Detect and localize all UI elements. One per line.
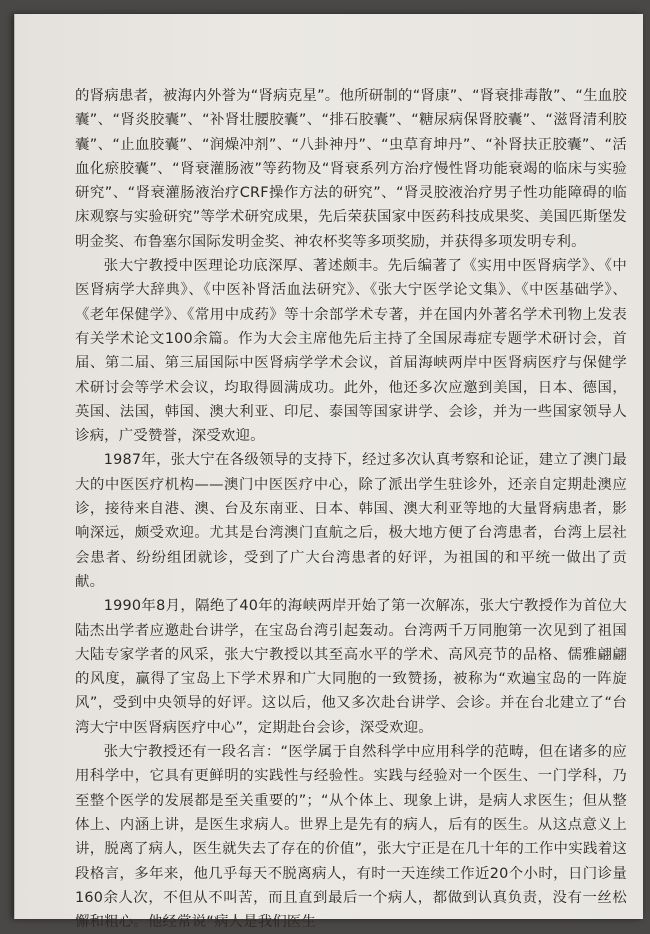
paragraph-2: 张大宁教授中医理论功底深厚、著述颇丰。先后编著了《实用中医肾病学》、《中医肾病学大辞典》、《中医补肾活血法研究》、《张大宁医学论文集》、《中医基础学》、《老年保健学》、《常用中成药》等十余部学术专著，并在国内外著名学术刊物上发表有关学术论文100余篇。作为大会主席他先后主持了全国尿毒症专题学术研讨会，首届、第二届、第三届国际中医肾病学学术会议，首届海峡两岸中医肾病医疗与保健学术研讨会等学术会议，均取得圆满成功。此外，他还多次应邀到美国，日本、德国，英国、法国，韩国、澳大利亚、印尼、泰国等国家讲学、会诊，并为一些国家领导人诊病，广受赞誉，深受欢迎。 bbox=[75, 258, 627, 445]
paragraph-4: 1990年8月，隔绝了40年的海峡两岸开始了第一次解冻，张大宁教授作为首位大陆杰出学者应邀赴台讲学，在宝岛台湾引起轰动。台湾两千万同胞第一次见到了祖国大陆专家学者的风采，张大宁教授以其至高水平的学术、高风亮节的品格、儒雅翩翩的风度，赢得了宝岛上下学术界和广大同胞的一致赞扬，被称为“欢遍宝岛的一阵旋风”，受到中央领导的好评。这以后，他又多次赴台讲学、会诊。并在台北建立了“台湾大宁中医肾病医疗中心”，定期赴台会诊，深受欢迎。 bbox=[75, 598, 627, 736]
paragraph-1: 的肾病患者，被海内外誉为“肾病克星”。他所研制的“肾康”、“肾衰排毒散”、“生血胶囊”、“肾炎胶囊”、“补肾壮腰胶囊”、“排石胶囊”、“糖尿病保肾胶囊”、“滋肾清利胶囊”、“止血胶囊”、“润燥冲剂”、“八卦神丹”、“虫草育坤丹”、“补肾扶正胶囊”、“活血化瘀胶囊”、“肾衰灌肠液”等药物及“肾衰系列方治疗慢性肾功能衰竭的临床与实验研究”、“肾衰灌肠液治疗CRF操作方法的研究”、“肾灵胶液治疗男子性功能障碍的临床观察与实验研究”等学术研究成果，先后荣获国家中医药科技成果奖、美国匹斯堡发明金奖、布鲁塞尔国际发明金奖、神农杯奖等多项奖励，并获得多项发明专利。 bbox=[75, 88, 627, 250]
paragraph-5: 张大宁教授还有一段名言：“医学属于自然科学中应用科学的范畴，但在诸多的应用科学中，它具有更鲜明的实践性与经验性。实践与经验对一个医生、一门学科，乃至整个医学的发展都是至关重要的”；“从个体上、现象上讲，是病人求医生；但从整体上、内涵上讲，是医生求病人。世界上是先有的病人，后有的医生。从这点意义上讲，脱离了病人，医生就失去了存在的价值”，张大宁正是在几十年的工作中实践着这段格言，多年来，他几乎每天不脱离病人，有时一天连续工作近20个小时，日门诊量160余人次，不但从不叫苦，而且直到最后一个病人，都做到认真负责，没有一丝松懈和粗心。他经常说“病人是我们医生 bbox=[75, 744, 627, 931]
body-text bbox=[75, 84, 627, 934]
book-page bbox=[14, 14, 643, 931]
paragraph-3: 1987年，张大宁在各级领导的支持下，经过多次认真考察和论证，建立了澳门最大的中医医疗机构——澳门中医医疗中心，除了派出学生驻诊外，还亲自定期赴澳应诊，接待来自港、澳、台及东南亚、日本、韩国、澳大利亚等地的大量肾病患者，影响深远，颇受欢迎。尤其是台湾澳门直航之后，极大地方便了台湾患者，台湾上层社会患者、纷纷组团就诊，受到了广大台湾患者的好评，为祖国的和平统一做出了贡献。 bbox=[75, 452, 627, 590]
